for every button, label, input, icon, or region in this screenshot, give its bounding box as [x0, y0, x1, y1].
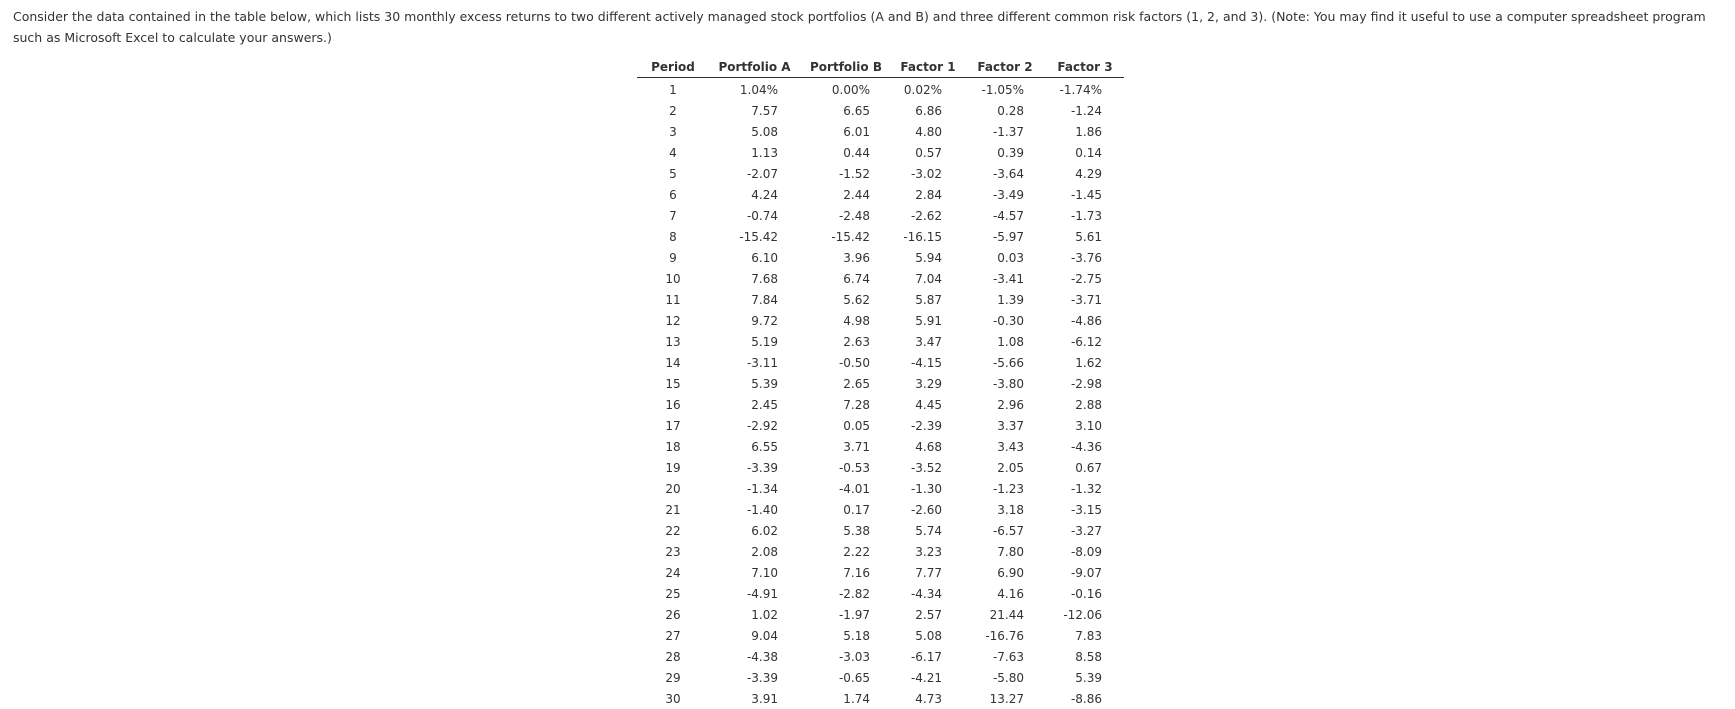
- cell-factor-3: -1.45: [1070, 187, 1102, 202]
- cell-portfolio-b: -3.03: [838, 649, 870, 664]
- cell-period: 27: [665, 628, 681, 643]
- cell-portfolio-a: 6.55: [751, 439, 778, 454]
- cell-factor-2: -3.41: [992, 271, 1024, 286]
- cell-factor-2: 3.37: [997, 418, 1024, 433]
- cell-factor-1: 4.80: [915, 124, 942, 139]
- cell-portfolio-b: 6.01: [843, 124, 870, 139]
- cell-portfolio-b: -2.48: [838, 208, 870, 223]
- cell-period: 8: [669, 229, 677, 244]
- cell-portfolio-a: 7.68: [751, 271, 778, 286]
- cell-factor-2: -16.76: [985, 628, 1024, 643]
- cell-factor-1: -2.39: [910, 418, 942, 433]
- cell-portfolio-a: -3.11: [746, 355, 778, 370]
- cell-factor-1: 5.94: [915, 250, 942, 265]
- cell-portfolio-a: 7.57: [751, 103, 778, 118]
- cell-factor-2: -5.66: [992, 355, 1024, 370]
- cell-factor-2: 0.28: [997, 103, 1024, 118]
- cell-portfolio-b: 0.00%: [831, 82, 870, 97]
- cell-portfolio-b: 2.44: [843, 187, 870, 202]
- table-row: [637, 646, 1124, 667]
- table-row: [637, 352, 1124, 373]
- cell-period: 23: [665, 544, 681, 559]
- cell-portfolio-a: 5.08: [751, 124, 778, 139]
- cell-factor-2: -3.80: [992, 376, 1024, 391]
- cell-portfolio-b: -0.65: [838, 670, 870, 685]
- cell-portfolio-b: 2.65: [843, 376, 870, 391]
- cell-portfolio-a: -1.34: [746, 481, 778, 496]
- cell-factor-1: -2.60: [910, 502, 942, 517]
- cell-factor-2: -4.57: [992, 208, 1024, 223]
- table-row: [637, 520, 1124, 541]
- cell-period: 18: [665, 439, 681, 454]
- cell-factor-3: -3.27: [1070, 523, 1102, 538]
- cell-portfolio-a: -3.39: [746, 460, 778, 475]
- cell-factor-1: 2.84: [915, 187, 942, 202]
- cell-portfolio-b: 2.63: [843, 334, 870, 349]
- table-header-row: [637, 56, 1124, 78]
- cell-factor-1: 6.86: [915, 103, 942, 118]
- cell-portfolio-b: -0.50: [838, 355, 870, 370]
- cell-factor-3: -1.74%: [1059, 82, 1102, 97]
- cell-factor-1: 4.45: [915, 397, 942, 412]
- cell-factor-3: -4.36: [1070, 439, 1102, 454]
- cell-portfolio-b: -1.97: [838, 607, 870, 622]
- cell-factor-3: -8.86: [1070, 691, 1102, 706]
- table-row: [637, 142, 1124, 163]
- cell-portfolio-a: 7.10: [751, 565, 778, 580]
- table-row: [637, 541, 1124, 562]
- cell-period: 11: [665, 292, 681, 307]
- cell-portfolio-a: 1.04%: [739, 82, 778, 97]
- cell-factor-3: -2.98: [1070, 376, 1102, 391]
- cell-factor-3: -3.76: [1070, 250, 1102, 265]
- cell-factor-3: -1.73: [1070, 208, 1102, 223]
- table-row: [637, 310, 1124, 331]
- table-row: [637, 415, 1124, 436]
- cell-period: 28: [665, 649, 681, 664]
- cell-factor-3: -6.12: [1070, 334, 1102, 349]
- cell-portfolio-b: 0.44: [843, 145, 870, 160]
- table-row: [637, 583, 1124, 604]
- cell-factor-2: 1.08: [997, 334, 1024, 349]
- table-row: [637, 331, 1124, 352]
- cell-factor-1: -4.21: [910, 670, 942, 685]
- header-factor-2: Factor 2: [964, 56, 1046, 78]
- table-row: [637, 100, 1124, 121]
- cell-factor-1: 5.74: [915, 523, 942, 538]
- cell-portfolio-b: 0.17: [843, 502, 870, 517]
- table-row: [637, 625, 1124, 646]
- cell-factor-2: -1.23: [992, 481, 1024, 496]
- cell-factor-3: 0.67: [1075, 460, 1102, 475]
- cell-portfolio-a: 9.72: [751, 313, 778, 328]
- cell-portfolio-b: -1.52: [838, 166, 870, 181]
- table-row: [637, 478, 1124, 499]
- cell-portfolio-b: 5.18: [843, 628, 870, 643]
- cell-period: 13: [665, 334, 681, 349]
- cell-period: 20: [665, 481, 681, 496]
- cell-period: 26: [665, 607, 681, 622]
- cell-portfolio-a: 5.19: [751, 334, 778, 349]
- table-row: [637, 289, 1124, 310]
- cell-factor-1: -4.15: [910, 355, 942, 370]
- table-row: [637, 184, 1124, 205]
- cell-factor-1: -3.52: [910, 460, 942, 475]
- header-factor-1: Factor 1: [892, 56, 964, 78]
- cell-period: 22: [665, 523, 681, 538]
- cell-period: 17: [665, 418, 681, 433]
- cell-factor-3: 2.88: [1075, 397, 1102, 412]
- cell-portfolio-a: 2.08: [751, 544, 778, 559]
- cell-period: 15: [665, 376, 681, 391]
- cell-portfolio-b: 3.71: [843, 439, 870, 454]
- cell-factor-1: -1.30: [910, 481, 942, 496]
- cell-portfolio-b: 6.74: [843, 271, 870, 286]
- cell-period: 6: [669, 187, 677, 202]
- cell-factor-1: 3.47: [915, 334, 942, 349]
- cell-factor-2: -5.80: [992, 670, 1024, 685]
- cell-factor-2: 3.18: [997, 502, 1024, 517]
- cell-factor-2: 2.05: [997, 460, 1024, 475]
- question-intro-text: Consider the data contained in the table below, which lists 30 monthly excess returns to two different actively managed stock portfolios (A and B) and three different common risk factors (1, 2, and 3). (Note: You may find it useful to use a computer spreadsheet program such as Microsoft Excel to calculate your answers.): [13, 9, 1706, 45]
- cell-period: 5: [669, 166, 677, 181]
- cell-period: 29: [665, 670, 681, 685]
- cell-portfolio-a: -4.91: [746, 586, 778, 601]
- cell-factor-1: 0.02%: [903, 82, 942, 97]
- cell-period: 14: [665, 355, 681, 370]
- cell-factor-3: -1.24: [1070, 103, 1102, 118]
- cell-factor-2: -6.57: [992, 523, 1024, 538]
- cell-factor-1: -4.34: [910, 586, 942, 601]
- cell-period: 3: [669, 124, 677, 139]
- cell-portfolio-a: 6.02: [751, 523, 778, 538]
- cell-factor-2: -3.64: [992, 166, 1024, 181]
- cell-factor-2: 4.16: [997, 586, 1024, 601]
- cell-period: 30: [665, 691, 681, 706]
- table-row: [637, 268, 1124, 289]
- cell-factor-3: 5.39: [1075, 670, 1102, 685]
- cell-portfolio-a: -2.92: [746, 418, 778, 433]
- cell-factor-1: 3.29: [915, 376, 942, 391]
- cell-factor-2: 1.39: [997, 292, 1024, 307]
- cell-portfolio-a: -15.42: [739, 229, 778, 244]
- cell-portfolio-b: 2.22: [843, 544, 870, 559]
- cell-portfolio-b: -15.42: [831, 229, 870, 244]
- cell-portfolio-b: 1.74: [843, 691, 870, 706]
- cell-factor-1: 7.04: [915, 271, 942, 286]
- cell-portfolio-a: 1.02: [751, 607, 778, 622]
- table-row: [637, 499, 1124, 520]
- table-row: [637, 604, 1124, 625]
- cell-portfolio-a: 4.24: [751, 187, 778, 202]
- cell-factor-1: -2.62: [910, 208, 942, 223]
- cell-portfolio-a: -2.07: [746, 166, 778, 181]
- cell-portfolio-b: -2.82: [838, 586, 870, 601]
- cell-factor-1: -6.17: [910, 649, 942, 664]
- cell-factor-3: 4.29: [1075, 166, 1102, 181]
- cell-factor-2: 3.43: [997, 439, 1024, 454]
- cell-portfolio-a: 1.13: [751, 145, 778, 160]
- table-row: [637, 226, 1124, 247]
- cell-portfolio-b: 5.62: [843, 292, 870, 307]
- cell-factor-1: 2.57: [915, 607, 942, 622]
- cell-period: 2: [669, 103, 677, 118]
- returns-table: [637, 56, 1124, 709]
- cell-portfolio-a: -3.39: [746, 670, 778, 685]
- cell-factor-1: -3.02: [910, 166, 942, 181]
- cell-factor-2: -7.63: [992, 649, 1024, 664]
- cell-portfolio-b: 5.38: [843, 523, 870, 538]
- cell-factor-1: 7.77: [915, 565, 942, 580]
- cell-period: 12: [665, 313, 681, 328]
- cell-portfolio-b: 6.65: [843, 103, 870, 118]
- cell-period: 10: [665, 271, 681, 286]
- cell-period: 21: [665, 502, 681, 517]
- cell-portfolio-b: 4.98: [843, 313, 870, 328]
- cell-portfolio-b: -0.53: [838, 460, 870, 475]
- cell-portfolio-b: -4.01: [838, 481, 870, 496]
- cell-factor-1: 5.91: [915, 313, 942, 328]
- cell-portfolio-a: -4.38: [746, 649, 778, 664]
- cell-factor-3: 7.83: [1075, 628, 1102, 643]
- table-row: [637, 562, 1124, 583]
- cell-factor-3: 1.86: [1075, 124, 1102, 139]
- cell-factor-3: 1.62: [1075, 355, 1102, 370]
- cell-factor-2: -1.37: [992, 124, 1024, 139]
- table-row: [637, 78, 1124, 101]
- cell-period: 19: [665, 460, 681, 475]
- cell-portfolio-b: 7.28: [843, 397, 870, 412]
- cell-period: 4: [669, 145, 677, 160]
- table-row: [637, 121, 1124, 142]
- cell-factor-3: -1.32: [1070, 481, 1102, 496]
- cell-portfolio-a: 9.04: [751, 628, 778, 643]
- cell-period: 1: [669, 82, 677, 97]
- table-row: [637, 373, 1124, 394]
- returns-table-container: [637, 56, 1124, 709]
- cell-factor-3: 8.58: [1075, 649, 1102, 664]
- header-portfolio-a: Portfolio A: [709, 56, 800, 78]
- table-row: [637, 436, 1124, 457]
- cell-factor-3: -8.09: [1070, 544, 1102, 559]
- cell-factor-1: 5.87: [915, 292, 942, 307]
- cell-portfolio-a: 2.45: [751, 397, 778, 412]
- cell-factor-2: -0.30: [992, 313, 1024, 328]
- cell-factor-2: 7.80: [997, 544, 1024, 559]
- header-factor-3: Factor 3: [1046, 56, 1124, 78]
- cell-factor-3: -4.86: [1070, 313, 1102, 328]
- cell-factor-2: 6.90: [997, 565, 1024, 580]
- cell-period: 25: [665, 586, 681, 601]
- table-row: [637, 247, 1124, 268]
- cell-factor-3: -3.71: [1070, 292, 1102, 307]
- cell-factor-3: -9.07: [1070, 565, 1102, 580]
- table-row: [637, 205, 1124, 226]
- cell-factor-1: -16.15: [903, 229, 942, 244]
- cell-portfolio-a: -0.74: [746, 208, 778, 223]
- cell-portfolio-a: -1.40: [746, 502, 778, 517]
- cell-factor-2: -3.49: [992, 187, 1024, 202]
- cell-factor-3: -2.75: [1070, 271, 1102, 286]
- header-period: Period: [637, 56, 709, 78]
- cell-factor-1: 4.68: [915, 439, 942, 454]
- cell-factor-3: 3.10: [1075, 418, 1102, 433]
- cell-factor-1: 3.23: [915, 544, 942, 559]
- cell-portfolio-b: 0.05: [843, 418, 870, 433]
- cell-portfolio-a: 5.39: [751, 376, 778, 391]
- cell-portfolio-b: 7.16: [843, 565, 870, 580]
- cell-portfolio-a: 7.84: [751, 292, 778, 307]
- cell-portfolio-a: 3.91: [751, 691, 778, 706]
- table-row: [637, 667, 1124, 688]
- table-row: [637, 394, 1124, 415]
- cell-factor-2: -1.05%: [981, 82, 1024, 97]
- cell-factor-2: 0.39: [997, 145, 1024, 160]
- cell-period: 16: [665, 397, 681, 412]
- cell-factor-3: 5.61: [1075, 229, 1102, 244]
- header-portfolio-b: Portfolio B: [800, 56, 892, 78]
- cell-period: 9: [669, 250, 677, 265]
- cell-portfolio-b: 3.96: [843, 250, 870, 265]
- cell-factor-2: 2.96: [997, 397, 1024, 412]
- cell-factor-1: 0.57: [915, 145, 942, 160]
- table-row: [637, 688, 1124, 709]
- cell-factor-1: 4.73: [915, 691, 942, 706]
- cell-period: 24: [665, 565, 681, 580]
- cell-factor-2: -5.97: [992, 229, 1024, 244]
- cell-factor-2: 0.03: [997, 250, 1024, 265]
- cell-factor-2: 13.27: [989, 691, 1024, 706]
- cell-factor-1: 5.08: [915, 628, 942, 643]
- cell-period: 7: [669, 208, 677, 223]
- cell-factor-3: -3.15: [1070, 502, 1102, 517]
- cell-factor-2: 21.44: [989, 607, 1024, 622]
- table-body: [637, 78, 1124, 709]
- table-row: [637, 457, 1124, 478]
- table-row: [637, 163, 1124, 184]
- cell-portfolio-a: 6.10: [751, 250, 778, 265]
- cell-factor-3: -0.16: [1070, 586, 1102, 601]
- cell-factor-3: 0.14: [1075, 145, 1102, 160]
- cell-factor-3: -12.06: [1063, 607, 1102, 622]
